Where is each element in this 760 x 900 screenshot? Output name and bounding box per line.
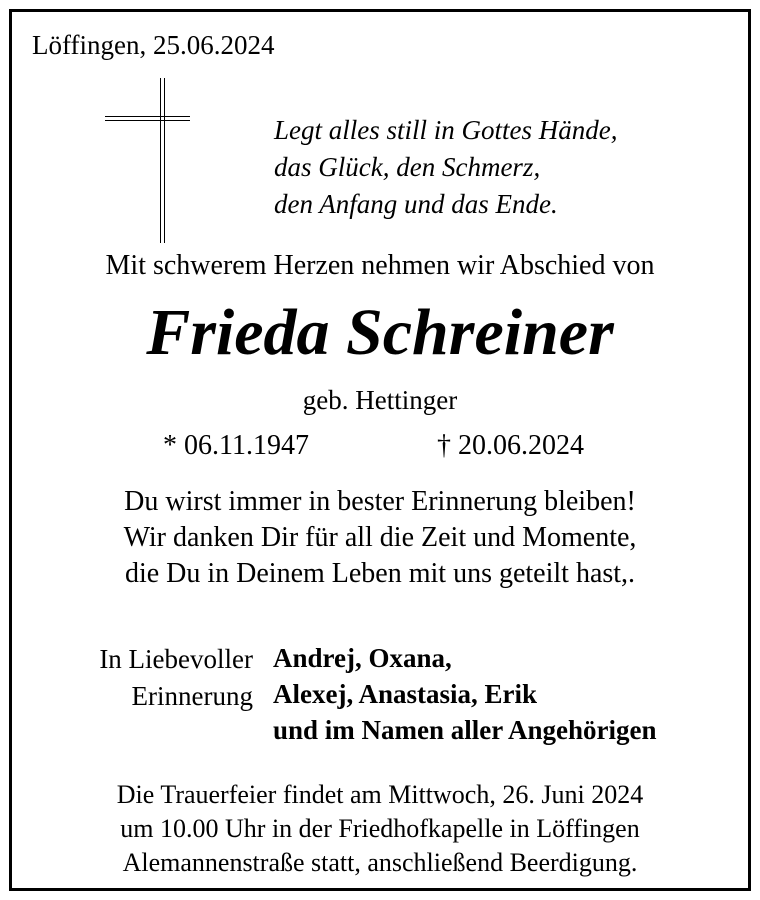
birth-date: * 06.11.1947 xyxy=(163,430,309,461)
verse xyxy=(274,112,618,223)
verse-line: Legt alles still in Gottes Hände, xyxy=(274,115,618,145)
verse-line: den Anfang und das Ende. xyxy=(274,189,558,219)
memory-label-line: Erinnerung xyxy=(131,681,253,711)
place-date: Löffingen, 25.06.2024 xyxy=(32,30,275,60)
death-date: † 20.06.2024 xyxy=(437,430,584,461)
service-line: Alemannenstraße statt, anschließend Beerdigung. xyxy=(122,848,638,877)
funeral-service-info xyxy=(0,778,760,880)
memory-label xyxy=(99,641,253,715)
deceased-name: Frieda Schreiner xyxy=(146,296,614,369)
farewell-message xyxy=(0,484,760,592)
service-line: um 10.00 Uhr in der Friedhofkapelle in Löffingen xyxy=(120,814,640,843)
verse-line: das Glück, den Schmerz, xyxy=(274,152,541,182)
intro-text: Mit schwerem Herzen nehmen wir Abschied von xyxy=(105,250,655,281)
cross-icon xyxy=(105,78,190,243)
message-line: die Du in Deinem Leben mit uns geteilt hast,. xyxy=(124,558,636,589)
message-line: Wir danken Dir für all die Zeit und Momente, xyxy=(123,522,637,553)
mourner-line: Alexej, Anastasia, Erik xyxy=(273,679,538,709)
birth-name: geb. Hettinger xyxy=(302,385,458,415)
mourner-line: Andrej, Oxana, xyxy=(273,643,452,673)
mourners-list xyxy=(273,640,657,748)
memory-label-line: In Liebevoller xyxy=(99,644,253,674)
message-line: Du wirst immer in bester Erinnerung bleiben! xyxy=(124,486,636,517)
mourner-line: und im Namen aller Angehörigen xyxy=(273,715,657,745)
service-line: Die Trauerfeier findet am Mittwoch, 26. Juni 2024 xyxy=(116,780,644,809)
